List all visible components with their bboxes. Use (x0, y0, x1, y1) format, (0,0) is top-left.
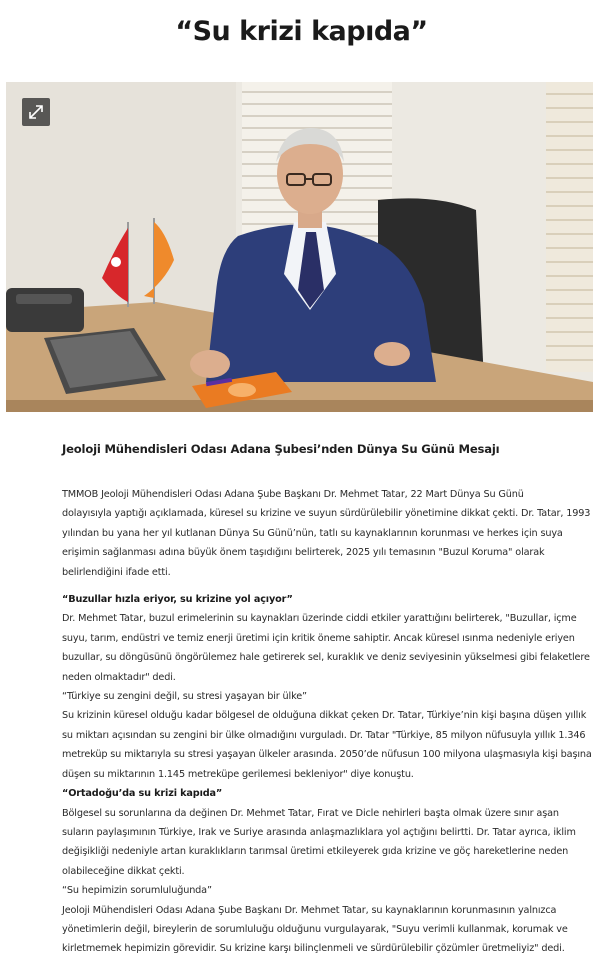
body-line: suyu, tarım, endüstri ve temiz enerji üretimi için kritik öneme sahiptir. Ancak küresel ısınma nedeniyle eriyen (62, 632, 575, 644)
article-headline: “Su krizi kapıda” (175, 16, 428, 47)
section-heading: “Su hepimizin sorumluluğunda” (62, 885, 212, 897)
article-body (62, 485, 596, 959)
section-heading: “Buzullar hızla eriyor, su krizine yol açıyor” (62, 594, 293, 606)
body-line: yönetimlerin değil, bireylerin de sorumluluğu olduğunu vurgulayarak, "Suyu verimli kullanmak, korumak ve (62, 923, 568, 935)
expand-image-button[interactable] (22, 98, 50, 126)
intro-line: TMMOB Jeoloji Mühendisleri Odası Adana Şube Başkanı Dr. Mehmet Tatar, 22 Mart Dünya Su Günü (62, 489, 524, 500)
body-line: su miktarı açısından su zengini bir ülke olmadığını vurguladı. Dr. Tatar "Türkiye, 85 milyon nüfusuyla yıllık 1.346 (62, 729, 586, 741)
intro-line: yılından bu yana her yıl kutlanan Dünya Su Günü’nün, tatlı su kaynaklarının korunması ve herkes için suya (62, 527, 563, 539)
body-line: düşen su miktarının 1.145 metreküpe gerilemesi bekleniyor" diye konuştu. (62, 768, 414, 780)
body-line: neden olmaktadır" dedi. (62, 671, 176, 683)
body-line: Jeoloji Mühendisleri Odası Adana Şube Başkanı Dr. Mehmet Tatar, su kaynaklarının korunmasının yalnızca (62, 904, 557, 916)
intro-line: dolayısıyla yaptığı açıklamada, küresel su krizine ve suyun sürdürülebilir yönetimine dikkat çekti. Dr. Tatar, 1993 (62, 508, 591, 520)
article-photo[interactable] (6, 82, 593, 412)
article-subtitle: Jeoloji Mühendisleri Odası Adana Şubesi’nden Dünya Su Günü Mesajı (62, 442, 500, 456)
section-heading: “Türkiye su zengini değil, su stresi yaşayan bir ülke” (62, 691, 307, 703)
section-heading: “Ortadoğu’da su krizi kapıda” (62, 788, 223, 800)
expand-arrows-icon (28, 104, 44, 120)
photo-illustration (6, 82, 593, 412)
body-line: kirletmemek hepimizin görevidir. Su krizine karşı bilinçlenmeli ve sürdürülebilir çözümler üretmeliyiz" dedi. (62, 943, 565, 955)
body-line: Su krizinin küresel olduğu kadar bölgesel de olduğuna dikkat çeken Dr. Tatar, Türkiye’nin kişi başına düşen yıllık (62, 710, 587, 722)
body-line: Bölgesel su sorunlarına da değinen Dr. Mehmet Tatar, Fırat ve Dicle nehirleri başta olmak üzere sınır aşan (62, 807, 559, 819)
body-line: değişikliği nedeniyle artan kuraklıkların tarımsal üretimi etkileyerek gıda krizine ve göç hareketlerine neden (62, 846, 569, 858)
body-line: suların paylaşımının Türkiye, Irak ve Suriye arasında anlaşmazlıklara yol açtığını belirtti. Dr. Tatar ayrıca, iklim (62, 826, 576, 838)
intro-line: erişimin sağlanması adına büyük önem taşıdığını belirterek, 2025 yılı temasının "Buzul Koruma" olarak (62, 547, 545, 559)
body-line: Dr. Mehmet Tatar, buzul erimelerinin su kaynakları üzerinde ciddi etkiler yarattığını belirterek, "Buzullar, içme (62, 613, 577, 625)
intro-line: belirlendiğini ifade etti. (62, 566, 171, 578)
body-line: buzullar, su döngüsünü öngörülemez hale getirerek sel, kuraklık ve deniz seviyesinin yükselmesi gibi felaketlere (62, 652, 590, 664)
body-line: olabileceğine dikkat çekti. (62, 865, 185, 877)
body-line: metreküp su miktarıyla su stresi yaşayan ülkeler arasında. 2050’de nüfusun 100 milyona ulaşmasıyla kişi başına (62, 749, 592, 761)
